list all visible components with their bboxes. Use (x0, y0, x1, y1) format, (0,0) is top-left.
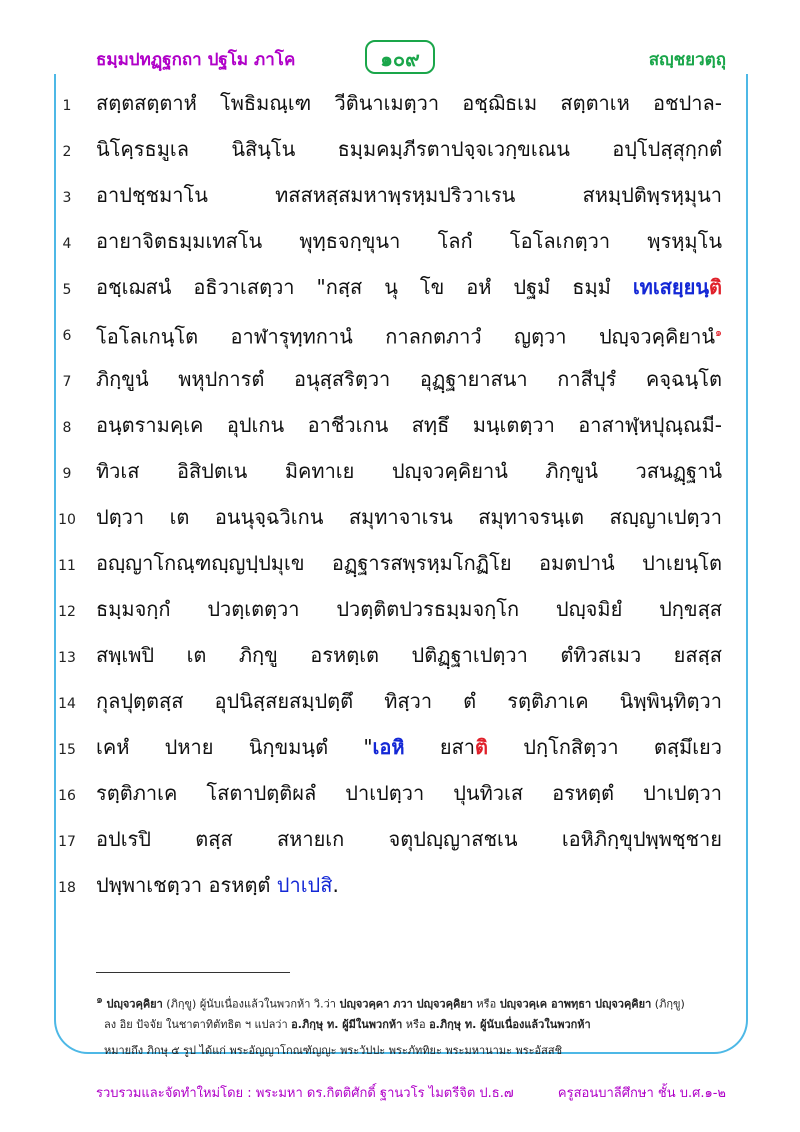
line-number: 14 (58, 696, 76, 712)
line-segment: ภิกฺขูนํ พหุปการตํ อนุสฺสริตฺวา อุฏฺฐายาสนา กาสีปุรํ คจฺฉนฺโต (96, 367, 722, 391)
footnote-term: ปญฺจวคฺคิยา (106, 997, 163, 1011)
line-segment: ปกฺโกสิตฺวา ตสฺมึเยว (488, 735, 723, 759)
line-segment: โอโลเกนฺโต อาฬารุทฺทกานํ กาลกตภาวํ ญตฺวา ปญฺจวคฺคิยานํ (96, 324, 716, 349)
line-segment: ปตฺวา เต อนนุจฺฉวิเกน สมุทาจาเรน สมุทาจรนฺเต สญฺญาเปตฺวา (96, 505, 722, 529)
footer-course: ครูสอนบาลีศึกษา ชั้น บ.ศ.๑-๒ (557, 1086, 726, 1101)
footnote-line-2 (104, 1015, 744, 1033)
text-line (0, 268, 800, 314)
footnote-text: ลง อิย ปัจจัย ในชาตาทิตัทธิต ฯ แปลว่า (104, 1018, 292, 1031)
text-line (0, 314, 800, 360)
line-segment: ยสา (404, 735, 475, 759)
text-line (0, 452, 800, 498)
highlight-blue: เทเสยฺยนฺ (632, 275, 709, 299)
line-segment: อปเรปิ ตสฺส สหายเก จตุปญฺญาสชเน เอหิภิกฺขุปพฺพชฺชาย (96, 827, 722, 851)
line-number: 7 (62, 374, 72, 390)
line-number: 4 (62, 236, 72, 252)
footnote-mark: ๑ (96, 993, 103, 1006)
text-line (0, 130, 800, 176)
line-text (96, 824, 722, 854)
footer-author: รวบรวมและจัดทำใหม่โดย : พระมหา ดร.กิตติศักดิ์ ฐานวโร ไมตรีจิต ป.ธ.๗ (96, 1086, 514, 1101)
line-segment: . (332, 873, 339, 897)
line-segment: อายาจิตธมฺมเทสโน พุทฺธจกฺขุนา โลกํ โอโลเกตฺวา พฺรหฺมุโน (96, 229, 722, 253)
text-line (0, 636, 800, 682)
text-line (0, 84, 800, 130)
line-segment: ปพฺพาเชตฺวา อรหตฺตํ (96, 873, 277, 897)
highlight-blue: เอหิ (372, 735, 405, 759)
line-segment: สพฺเพปิ เต ภิกฺขู อรหตฺเต ปติฏฺฐาเปตฺวา ตํทิวสเมว ยสสฺส (96, 643, 722, 667)
text-line (0, 360, 800, 406)
line-number: 13 (58, 650, 76, 666)
running-title: ธมฺมปทฏฺฐกถา ปฐโม ภาโค (96, 50, 296, 70)
line-segment: นิโคฺรธมูเล นิสินฺโน ธมฺมคมฺภีรตาปจฺจเวกฺขเณน อปฺโปสฺสุกฺกตํ (96, 137, 722, 161)
line-text (96, 318, 722, 352)
line-text (96, 594, 722, 624)
text-line (0, 176, 800, 222)
text-line (0, 682, 800, 728)
text-line (0, 820, 800, 866)
line-text (96, 548, 722, 578)
line-text (96, 134, 722, 164)
text-line (0, 866, 800, 912)
footnote-rule (96, 972, 290, 973)
line-number: 16 (58, 788, 76, 804)
footnote-term: อ.ภิกฺษุ ท. ผู้มีในพวกห้า (291, 1018, 403, 1031)
line-number: 9 (62, 466, 72, 482)
line-number: 2 (62, 144, 72, 160)
text-line (0, 544, 800, 590)
line-segment: อญฺญาโกณฺฑญฺญปฺปมุเข อฏฺฐารสพฺรหฺมโกฏิโย อมตปานํ ปาเยนฺโต (96, 551, 722, 575)
line-number: 10 (58, 512, 76, 528)
line-number: 17 (58, 834, 76, 850)
line-number: 18 (58, 880, 76, 896)
line-number: 1 (62, 98, 72, 114)
text-line (0, 774, 800, 820)
line-text (96, 732, 722, 762)
line-text (96, 778, 722, 808)
footnote-term: ปญฺจวคฺคา ภวา ปญฺจวคฺคิยา (339, 997, 473, 1011)
section-title: สญฺชยวตฺถุ (648, 50, 726, 70)
text-line (0, 728, 800, 774)
text-line (0, 406, 800, 452)
line-segment: กุลปุตฺตสฺส อุปนิสฺสยสมฺปตฺตึ ทิสฺวา ตํ รตฺติภาเค นิพฺพินฺทิตฺวา (96, 689, 723, 713)
line-text (96, 180, 722, 210)
page-number-badge: ๑๐๙ (365, 40, 435, 74)
line-segment: เคหํ ปหาย นิกฺขมนฺตํ " (96, 735, 373, 759)
footnote-term: ปญฺจวคฺเค อาพทฺธา ปญฺจวคฺคิยา (499, 997, 652, 1011)
line-text (96, 364, 722, 394)
line-text (96, 226, 722, 256)
footnote-term: อ.ภิกฺษุ ท. ผู้นับเนื่องแล้วในพวกห้า (429, 1018, 591, 1031)
line-text (96, 640, 722, 670)
line-number: 6 (62, 328, 72, 344)
line-segment: อนฺตรามคฺเค อุปเกน อาชีวเกน สทฺธึ มนฺเตตฺวา อาสาฬฺหปุณฺณมี- (96, 413, 722, 437)
line-text (96, 272, 722, 302)
footnote-line-3: หมายถึง ภิกษุ ๕ รูป ได้แก่ พระอัญญาโกณฑัญญะ พระวัปปะ พระภัททิยะ พระมหานามะ พระอัสสชิ (104, 1044, 563, 1057)
line-segment: ทิวเส อิสิปตเน มิคทาเย ปญฺจวคฺคิยานํ ภิกฺขูนํ วสนฏฺฐานํ (96, 459, 722, 483)
text-line (0, 222, 800, 268)
highlight-red: ติ (475, 735, 488, 759)
line-text (96, 502, 722, 532)
line-text (96, 870, 722, 900)
line-segment: ธมฺมจกฺกํ ปวตฺเตตฺวา ปวตฺติตปวรธมฺมจกฺโก ปญฺจมิยํ ปกฺขสฺส (96, 597, 722, 621)
highlight-blue: ปาเปสิ (276, 873, 333, 897)
line-number: 8 (62, 420, 72, 436)
line-number: 5 (62, 282, 72, 298)
footnote-text: (ภิกฺขู) ผู้นับเนื่องแล้วในพวกห้า วิ.ว่า (162, 997, 340, 1011)
line-text (96, 686, 722, 716)
line-number: 3 (62, 190, 72, 206)
line-segment: สตฺตสตฺตาหํ โพธิมณฺเฑ วีตินาเมตฺวา อชฺฌิธเม สตฺตาเห อชปาล- (96, 91, 722, 115)
line-text (96, 410, 722, 440)
text-line (0, 498, 800, 544)
highlight-red: ติ (709, 275, 722, 299)
footnote-text: หรือ (472, 997, 500, 1011)
line-number: 15 (58, 742, 76, 758)
line-segment: รตฺติภาเค โสตาปตฺติผลํ ปาเปตฺวา ปุนทิวเส อรหตฺตํ ปาเปตฺวา (96, 781, 722, 805)
line-segment: อชฺเฌสนํ อธิวาเสตฺวา "กสฺส นุ โข อหํ ปฐมํ ธมฺมํ (96, 275, 633, 299)
line-number: 12 (58, 604, 76, 620)
footnote-line-1 (96, 990, 736, 1013)
line-text (96, 456, 722, 486)
line-segment: อาปชฺชมาโน ทสสหสฺสมหาพฺรหฺมปริวาเรน สหมฺปติพฺรหฺมุนา (96, 183, 722, 207)
page-footer (96, 1082, 726, 1103)
footnote-ref: ๑ (715, 326, 722, 339)
text-line (0, 590, 800, 636)
line-text (96, 88, 722, 118)
line-number: 11 (58, 558, 76, 574)
footnote-text: (ภิกฺขู) (651, 997, 685, 1011)
footnote-text: หรือ (402, 1018, 430, 1031)
